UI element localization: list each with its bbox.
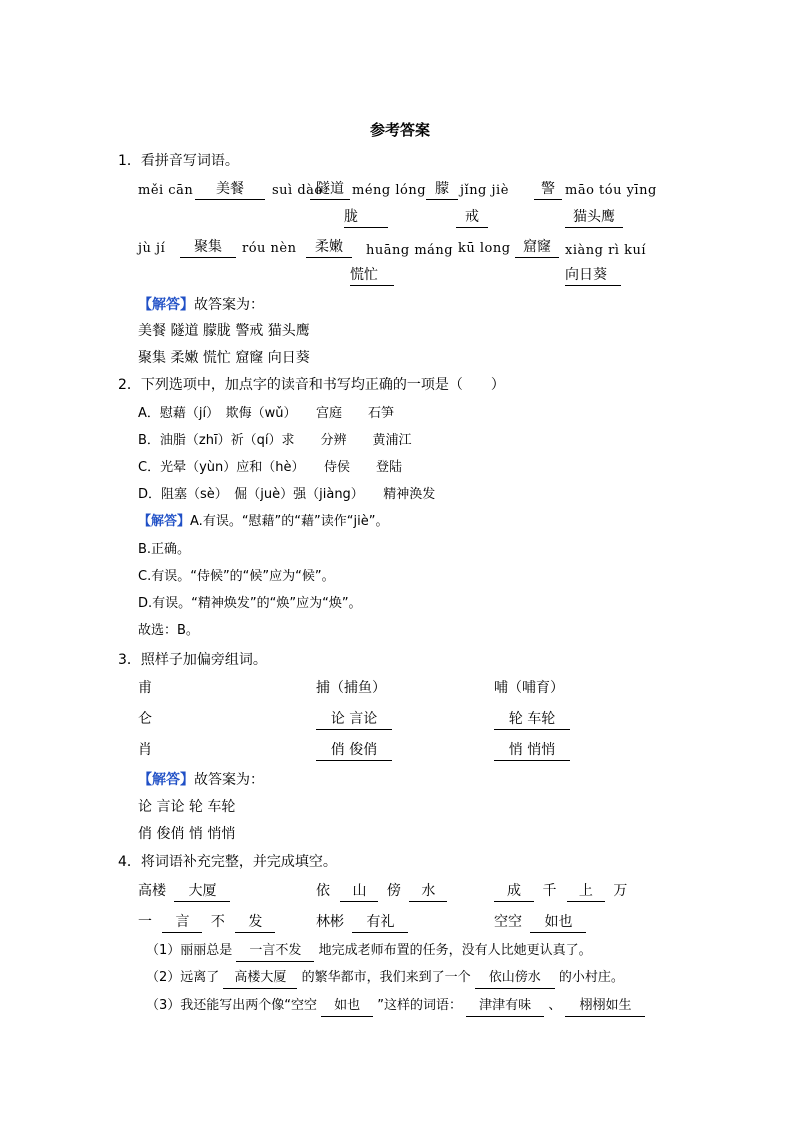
answer-blank: 成 bbox=[494, 882, 534, 902]
answer-intro: 故答案为： bbox=[194, 772, 264, 788]
answer-blank: 有礼 bbox=[352, 913, 408, 933]
example-word: 哺（哺育） bbox=[494, 680, 564, 696]
base-char: 肖 bbox=[138, 742, 152, 758]
jieda-tag: 【解答】 bbox=[138, 514, 191, 529]
page-title: 参考答案 bbox=[370, 121, 431, 139]
explain-d: D.有误。“精神焕发”的“焕”应为“焕”。 bbox=[138, 596, 362, 611]
answer-blank: 窟窿 bbox=[515, 238, 559, 258]
sentence-text: （2）远离了 bbox=[146, 970, 220, 985]
answer-blank: 栩栩如生 bbox=[565, 997, 645, 1017]
pinyin: jù jí bbox=[138, 241, 166, 256]
answer-blank: 胧 bbox=[344, 208, 388, 228]
sentence-text: （3）我还能写出两个像“空空 bbox=[146, 998, 318, 1013]
pinyin: měi cān bbox=[138, 183, 194, 198]
explain-b: B.正确。 bbox=[138, 542, 191, 557]
idiom-part: 一 bbox=[138, 914, 152, 930]
answer-blank: 柔嫩 bbox=[306, 238, 352, 258]
answer-intro: 故答案为： bbox=[194, 297, 264, 313]
option-a: A．慰藉（jí） 欺侮（wǔ） 宫庭 石笋 bbox=[138, 406, 394, 421]
option-b: B．油脂（zhī）祈（qí）求 分辨 黄浦江 bbox=[138, 433, 412, 448]
answer-blank: 向日葵 bbox=[565, 266, 621, 286]
q4-heading: 4．将词语补充完整，并完成填空。 bbox=[118, 854, 337, 870]
answer-blank: 隧道 bbox=[310, 180, 350, 200]
answer-blank: 慌忙 bbox=[350, 266, 394, 286]
choice: 故选：B。 bbox=[138, 623, 199, 638]
answer-blank: 悄 悄悄 bbox=[494, 741, 570, 761]
answer-blank: 上 bbox=[567, 882, 605, 902]
sentence-text: 的繁华都市，我们来到了一个 bbox=[301, 970, 471, 985]
idiom-part: 不 bbox=[210, 914, 225, 930]
answer-blank: 津津有味 bbox=[466, 997, 544, 1017]
example-word: 捕（捕鱼） bbox=[316, 680, 386, 696]
q2-heading: 2．下列选项中，加点字的读音和书写均正确的一项是（ ） bbox=[118, 377, 505, 393]
base-char: 甫 bbox=[138, 680, 152, 696]
q3-heading: 3．照样子加偏旁组词。 bbox=[118, 652, 267, 668]
answer-blank: 美餐 bbox=[195, 180, 265, 200]
pinyin: jǐng jiè bbox=[460, 183, 509, 198]
answer-blank: 俏 俊俏 bbox=[316, 741, 392, 761]
sentence-text: 地完成老师布置的任务，没有人比她更认真了。 bbox=[318, 943, 592, 958]
answer-line: 美餐 隧道 朦胧 警戒 猫头鹰 bbox=[138, 323, 310, 339]
jieda-tag: 【解答】 bbox=[138, 772, 194, 788]
answer-blank: 轮 车轮 bbox=[494, 710, 570, 730]
idiom-part: 林彬 bbox=[316, 914, 344, 930]
idiom-part: 空空 bbox=[494, 914, 522, 930]
answer-blank: 聚集 bbox=[180, 238, 236, 258]
option-c: C．光晕（yùn）应和（hè） 侍侯 登陆 bbox=[138, 460, 402, 475]
explain-a: A.有误。“慰藉”的“藉”读作“jiè”。 bbox=[190, 514, 389, 529]
answer-blank: 依山傍水 bbox=[475, 969, 555, 989]
answer-blank: 言 bbox=[162, 913, 202, 933]
sentence-text: 的小村庄。 bbox=[558, 970, 624, 985]
jieda-tag: 【解答】 bbox=[138, 297, 194, 313]
idiom-part: 高楼 bbox=[138, 883, 166, 899]
q1-heading: 1．看拼音写词语。 bbox=[118, 153, 239, 169]
idiom-part: 千 bbox=[542, 883, 557, 899]
answer-blank: 论 言论 bbox=[316, 710, 392, 730]
explain-c: C.有误。“侍候”的“候”应为“候”。 bbox=[138, 569, 335, 584]
answer-blank: 水 bbox=[409, 882, 447, 902]
pinyin: huāng máng bbox=[366, 243, 454, 258]
answer-line: 聚集 柔嫩 慌忙 窟窿 向日葵 bbox=[138, 350, 310, 366]
answer-blank: 朦 bbox=[426, 180, 458, 200]
answer-blank: 高楼大厦 bbox=[223, 969, 297, 989]
answer-line: 论 言论 轮 车轮 bbox=[138, 799, 236, 815]
pinyin: kū long bbox=[458, 241, 511, 256]
sentence-text: 、 bbox=[548, 998, 562, 1013]
answer-blank: 发 bbox=[235, 913, 275, 933]
pinyin: xiàng rì kuí bbox=[565, 243, 646, 258]
base-char: 仑 bbox=[138, 711, 152, 727]
answer-blank: 一言不发 bbox=[236, 942, 314, 962]
option-d: D．阻塞（sè） 倔（juè）强（jiàng） 精神涣发 bbox=[138, 487, 436, 502]
answer-blank: 戒 bbox=[456, 208, 488, 228]
sentence-text: （1）丽丽总是 bbox=[146, 943, 233, 958]
answer-blank: 如也 bbox=[530, 913, 586, 933]
answer-line: 俏 俊俏 悄 悄悄 bbox=[138, 826, 236, 842]
sentence-text: ”这样的词语： bbox=[377, 998, 463, 1013]
answer-blank: 警 bbox=[534, 180, 562, 200]
answer-blank: 如也 bbox=[321, 997, 373, 1017]
pinyin: suì dào bbox=[272, 183, 323, 198]
pinyin: māo tóu yīng bbox=[565, 183, 657, 198]
answer-blank: 猫头鹰 bbox=[565, 208, 623, 228]
idiom-part: 万 bbox=[613, 883, 628, 899]
answer-blank: 山 bbox=[340, 882, 378, 902]
idiom-part: 傍 bbox=[386, 883, 401, 899]
pinyin: méng lóng bbox=[352, 183, 427, 198]
answer-blank: 大厦 bbox=[174, 882, 230, 902]
idiom-part: 依 bbox=[316, 883, 330, 899]
pinyin: róu nèn bbox=[242, 241, 297, 256]
